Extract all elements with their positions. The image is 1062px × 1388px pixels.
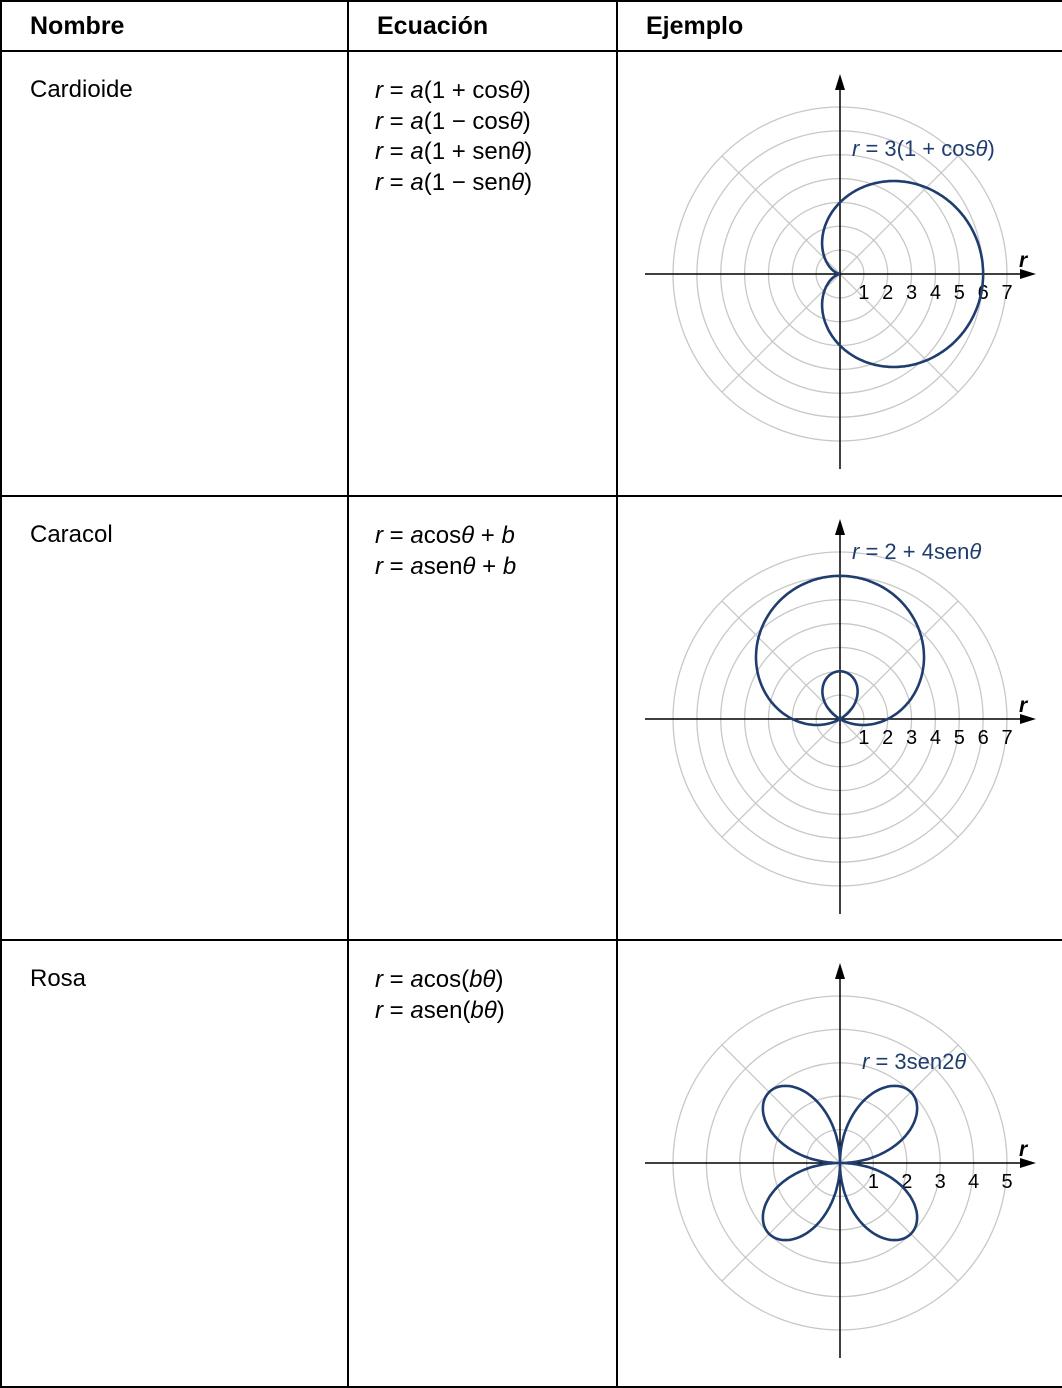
tick-label: 7: [1001, 282, 1013, 304]
tick-label: 7: [1001, 727, 1013, 749]
curve-name: Rosa: [1, 940, 348, 1387]
curve-label-part: θ: [969, 539, 982, 564]
curve-label: [862, 1049, 966, 1074]
equation-part: (1 − sen: [423, 168, 512, 196]
tick-label: 5: [953, 727, 965, 749]
axis-label: r: [1019, 1138, 1028, 1161]
equation-part: θ: [511, 168, 525, 196]
equation-part: (1 + cos: [423, 77, 510, 104]
equation-part: ): [524, 168, 533, 196]
curve-label-part: θ: [954, 1049, 967, 1074]
equation-part: ): [524, 138, 533, 165]
equation-part: (1 − cos: [423, 107, 510, 135]
equation-part: r: [375, 138, 383, 165]
equation: [375, 965, 616, 996]
tick-label: 1: [858, 727, 870, 749]
equation-part: ): [495, 966, 504, 993]
curve-label: [852, 539, 981, 564]
equation-part: a: [410, 107, 424, 135]
equation-part: a: [410, 522, 424, 549]
equation-part: =: [383, 168, 411, 196]
equation-part: a: [410, 138, 424, 165]
equation-part: sen(: [423, 996, 471, 1024]
tick-label: 2: [901, 1171, 913, 1193]
equation-part: a: [410, 966, 424, 993]
equation-part: =: [383, 138, 411, 165]
equation-part: r: [375, 522, 383, 549]
curve-label-part: = 3(1 + cos: [859, 136, 976, 161]
tick-label: 1: [867, 1171, 879, 1193]
equation-part: ): [522, 107, 531, 135]
equation-part: =: [383, 996, 411, 1024]
polar-graph-cardioid: [618, 52, 1062, 495]
header-ecuacion: Ecuación: [348, 1, 617, 51]
equation-part: =: [383, 107, 411, 135]
equation-part: =: [383, 966, 411, 993]
equation-part: +: [474, 522, 502, 549]
polar-graph-rose: [618, 941, 1062, 1384]
table-row: [1, 51, 1062, 496]
header-nombre: Nombre: [1, 1, 348, 51]
equation-part: r: [375, 966, 383, 993]
curve-label: [852, 136, 995, 161]
axis-arrow-icon: [835, 963, 845, 979]
equation-part: θ: [462, 552, 476, 580]
equation-part: cos: [423, 522, 462, 549]
equation-part: r: [375, 168, 383, 196]
axis-arrow-icon: [835, 74, 845, 90]
equation-part: θ: [461, 522, 475, 549]
equations-cell: [348, 940, 617, 1387]
tick-label: 4: [968, 1171, 980, 1193]
tick-label: 4: [929, 282, 941, 304]
equation-part: bθ: [470, 996, 497, 1024]
tick-label: 2: [882, 282, 894, 304]
curve-label-part: = 2 + 4sen: [859, 539, 970, 564]
tick-label: 2: [882, 727, 894, 749]
equation: [375, 168, 616, 199]
table-row: [1, 940, 1062, 1387]
axis-arrow-icon: [835, 519, 845, 535]
equation-part: b: [502, 552, 517, 580]
equation-part: a: [410, 996, 424, 1024]
tick-label: 6: [977, 282, 989, 304]
equation: [375, 107, 616, 138]
equation-part: θ: [509, 77, 523, 104]
equation-part: r: [375, 107, 383, 135]
table-row: [1, 496, 1062, 940]
equation: [375, 76, 616, 107]
tick-label: 3: [934, 1171, 946, 1193]
tick-label: 3: [906, 727, 918, 749]
equation-part: θ: [509, 107, 523, 135]
curve-label-part: ): [987, 136, 995, 161]
tick-label: 4: [929, 727, 941, 749]
equation-part: =: [383, 522, 411, 549]
equation-part: bθ: [469, 966, 496, 993]
header-ejemplo: Ejemplo: [617, 1, 1062, 51]
equation-part: r: [375, 552, 383, 580]
curve-label-part: r: [862, 1049, 870, 1074]
equation-part: (1 + sen: [423, 138, 512, 165]
example-cell: [617, 940, 1062, 1387]
equation-part: =: [383, 552, 411, 580]
equation-part: cos(: [423, 966, 470, 993]
curve-label-part: θ: [975, 136, 988, 161]
example-cell: [617, 496, 1062, 940]
equation: [375, 996, 616, 1027]
tick-label: 5: [1001, 1171, 1013, 1193]
equation: [375, 137, 616, 168]
curve-label-part: r: [852, 539, 860, 564]
equation-part: r: [375, 996, 383, 1024]
example-cell: [617, 51, 1062, 496]
polar-graph-limacon: [618, 497, 1062, 940]
equations-cell: [348, 51, 617, 496]
equation-part: ): [496, 996, 505, 1024]
equation-part: a: [410, 552, 424, 580]
equation-part: a: [410, 77, 424, 104]
equation-part: b: [501, 522, 515, 549]
curve-label-part: = 3sen2: [869, 1049, 955, 1074]
equation-part: a: [410, 168, 424, 196]
axis-label: r: [1019, 694, 1028, 717]
equation-part: sen: [423, 552, 463, 580]
equation-part: =: [383, 77, 411, 104]
equation-part: r: [375, 77, 383, 104]
equation-part: ): [522, 77, 531, 104]
curve-name: Caracol: [1, 496, 348, 940]
axis-label: r: [1019, 249, 1028, 272]
equation: [375, 521, 616, 552]
curve-name: Cardioide: [1, 51, 348, 496]
equation-part: θ: [511, 138, 525, 165]
equation-part: +: [475, 552, 503, 580]
tick-label: 3: [906, 282, 918, 304]
equations-cell: [348, 496, 617, 940]
equation: [375, 552, 616, 583]
curve-label-part: r: [852, 136, 860, 161]
tick-label: 6: [977, 727, 989, 749]
tick-label: 5: [953, 282, 965, 304]
tick-label: 1: [858, 282, 870, 304]
header-row: [1, 1, 1062, 51]
